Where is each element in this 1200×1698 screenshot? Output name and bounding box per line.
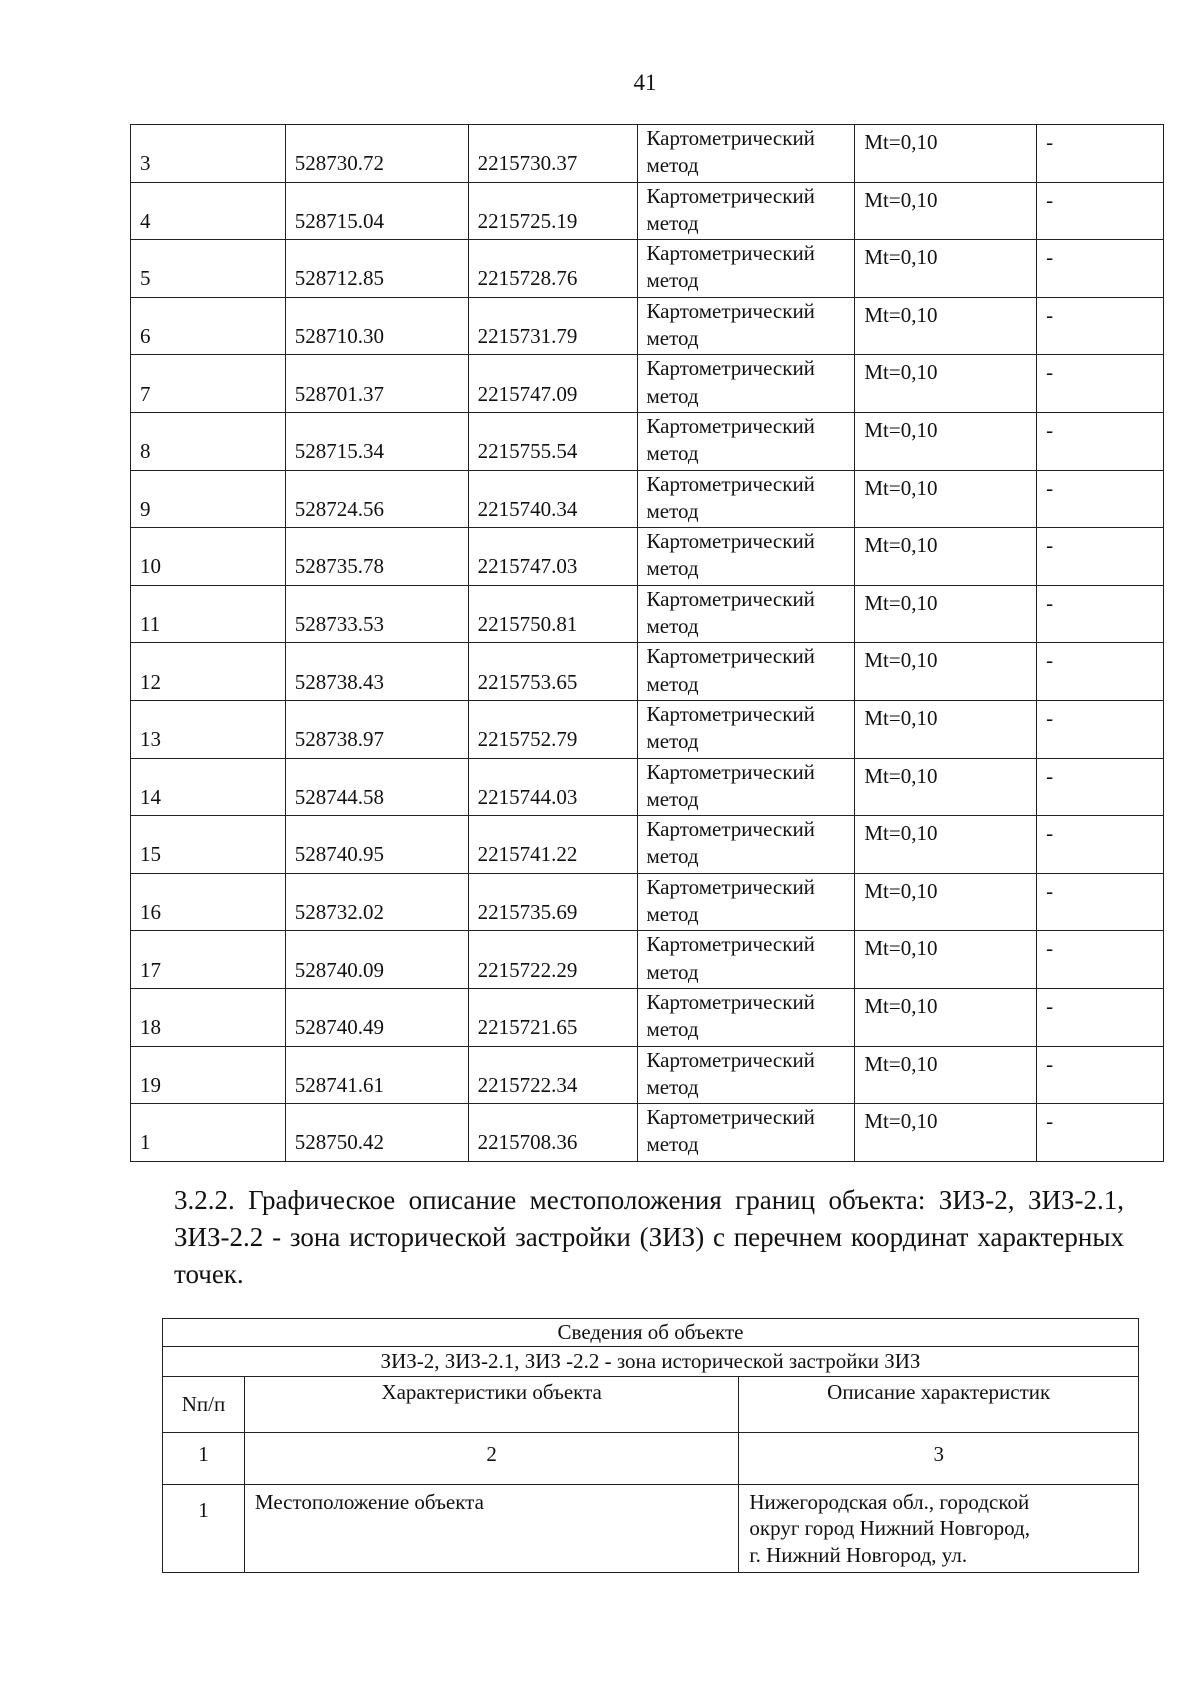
page-number: 41 bbox=[633, 70, 657, 95]
method-cell bbox=[638, 1104, 855, 1162]
table-row bbox=[131, 240, 1164, 298]
method-line: Картометрический bbox=[646, 586, 815, 611]
y-coordinate-cell: 2215722.34 bbox=[468, 1046, 638, 1104]
info-subtitle: ЗИЗ-2, ЗИЗ-2.1, ЗИЗ -2.2 - зона исторической застройки ЗИЗ bbox=[163, 1347, 1139, 1377]
method-line: метод bbox=[646, 383, 699, 408]
method-line: Картометрический bbox=[646, 932, 815, 957]
method-cell bbox=[638, 297, 855, 355]
method-line: метод bbox=[646, 153, 699, 178]
point-number-cell: 1 bbox=[131, 1104, 286, 1162]
x-coordinate-cell: 528740.95 bbox=[285, 816, 468, 874]
x-coordinate-cell: 528738.97 bbox=[285, 700, 468, 758]
method-cell bbox=[638, 528, 855, 586]
x-coordinate-cell: 528740.09 bbox=[285, 931, 468, 989]
accuracy-cell: Mt=0,10 bbox=[855, 1046, 1037, 1104]
method-line: Картометрический bbox=[646, 126, 815, 150]
method-cell bbox=[638, 700, 855, 758]
method-cell bbox=[638, 470, 855, 528]
note-cell: - bbox=[1037, 528, 1164, 586]
method-line: Картометрический bbox=[646, 241, 815, 266]
accuracy-cell: Mt=0,10 bbox=[855, 125, 1037, 183]
method-line: метод bbox=[646, 556, 699, 581]
point-number-cell: 12 bbox=[131, 643, 286, 701]
x-coordinate-cell: 528732.02 bbox=[285, 873, 468, 931]
y-coordinate-cell: 2215730.37 bbox=[468, 125, 638, 183]
note-cell: - bbox=[1037, 643, 1164, 701]
point-number-cell: 5 bbox=[131, 240, 286, 298]
accuracy-cell: Mt=0,10 bbox=[855, 182, 1037, 240]
point-number-cell: 13 bbox=[131, 700, 286, 758]
point-number-cell: 9 bbox=[131, 470, 286, 528]
point-number-cell: 11 bbox=[131, 585, 286, 643]
x-coordinate-cell: 528715.34 bbox=[285, 412, 468, 470]
accuracy-cell: Mt=0,10 bbox=[855, 240, 1037, 298]
table-row bbox=[131, 182, 1164, 240]
method-line: метод bbox=[646, 614, 699, 639]
accuracy-cell: Mt=0,10 bbox=[855, 585, 1037, 643]
y-coordinate-cell: 2215735.69 bbox=[468, 873, 638, 931]
method-line: Картометрический bbox=[646, 183, 815, 208]
column-number-1: 1 bbox=[163, 1433, 245, 1485]
method-line: Картометрический bbox=[646, 701, 815, 726]
y-coordinate-cell: 2215708.36 bbox=[468, 1104, 638, 1162]
column-header-description: Описание характеристик bbox=[739, 1377, 1139, 1433]
y-coordinate-cell: 2215752.79 bbox=[468, 700, 638, 758]
table-row bbox=[131, 816, 1164, 874]
accuracy-cell: Mt=0,10 bbox=[855, 816, 1037, 874]
table-row bbox=[131, 297, 1164, 355]
row-number: 1 bbox=[163, 1485, 245, 1573]
column-header-characteristics: Характеристики объекта bbox=[244, 1377, 738, 1433]
method-cell bbox=[638, 758, 855, 816]
row-description bbox=[739, 1485, 1139, 1573]
method-line: метод bbox=[646, 671, 699, 696]
accuracy-cell: Mt=0,10 bbox=[855, 988, 1037, 1046]
x-coordinate-cell: 528744.58 bbox=[285, 758, 468, 816]
method-cell bbox=[638, 355, 855, 413]
note-cell: - bbox=[1037, 182, 1164, 240]
row-description-line: округ город Нижний Новгород, bbox=[749, 1516, 1030, 1541]
table-row bbox=[131, 585, 1164, 643]
point-number-cell: 14 bbox=[131, 758, 286, 816]
point-number-cell: 3 bbox=[131, 125, 286, 183]
note-cell: - bbox=[1037, 470, 1164, 528]
accuracy-cell: Mt=0,10 bbox=[855, 1104, 1037, 1162]
info-column-number-row bbox=[163, 1433, 1139, 1485]
table-row bbox=[131, 125, 1164, 183]
method-line: метод bbox=[646, 1074, 699, 1099]
x-coordinate-cell: 528715.04 bbox=[285, 182, 468, 240]
method-cell bbox=[638, 125, 855, 183]
method-line: метод bbox=[646, 1132, 699, 1157]
note-cell: - bbox=[1037, 816, 1164, 874]
note-cell: - bbox=[1037, 1104, 1164, 1162]
method-line: Картометрический bbox=[646, 1105, 815, 1130]
table-row bbox=[131, 700, 1164, 758]
x-coordinate-cell: 528710.30 bbox=[285, 297, 468, 355]
table-row bbox=[131, 528, 1164, 586]
method-line: метод bbox=[646, 959, 699, 984]
accuracy-cell: Mt=0,10 bbox=[855, 758, 1037, 816]
coordinates-table-body bbox=[131, 125, 1164, 1162]
table-row bbox=[131, 355, 1164, 413]
method-line: метод bbox=[646, 326, 699, 351]
note-cell: - bbox=[1037, 355, 1164, 413]
method-line: метод bbox=[646, 729, 699, 754]
method-line: метод bbox=[646, 441, 699, 466]
method-cell bbox=[638, 240, 855, 298]
method-line: метод bbox=[646, 1017, 699, 1042]
point-number-cell: 7 bbox=[131, 355, 286, 413]
method-cell bbox=[638, 988, 855, 1046]
info-data-row bbox=[163, 1485, 1139, 1573]
table-row bbox=[131, 1046, 1164, 1104]
table-row bbox=[131, 873, 1164, 931]
accuracy-cell: Mt=0,10 bbox=[855, 931, 1037, 989]
table-row bbox=[131, 931, 1164, 989]
y-coordinate-cell: 2215747.09 bbox=[468, 355, 638, 413]
point-number-cell: 19 bbox=[131, 1046, 286, 1104]
x-coordinate-cell: 528730.72 bbox=[285, 125, 468, 183]
point-number-cell: 10 bbox=[131, 528, 286, 586]
y-coordinate-cell: 2215755.54 bbox=[468, 412, 638, 470]
table-row bbox=[131, 412, 1164, 470]
x-coordinate-cell: 528733.53 bbox=[285, 585, 468, 643]
method-line: метод bbox=[646, 268, 699, 293]
x-coordinate-cell: 528738.43 bbox=[285, 643, 468, 701]
method-line: метод bbox=[646, 844, 699, 869]
table-row bbox=[131, 1104, 1164, 1162]
method-cell bbox=[638, 412, 855, 470]
column-number-3: 3 bbox=[739, 1433, 1139, 1485]
note-cell: - bbox=[1037, 125, 1164, 183]
method-line: Картометрический bbox=[646, 1047, 815, 1072]
method-line: метод bbox=[646, 786, 699, 811]
point-number-cell: 18 bbox=[131, 988, 286, 1046]
method-line: метод bbox=[646, 902, 699, 927]
note-cell: - bbox=[1037, 873, 1164, 931]
table-row bbox=[131, 758, 1164, 816]
method-line: метод bbox=[646, 498, 699, 523]
method-line: Картометрический bbox=[646, 298, 815, 323]
column-number-2: 2 bbox=[244, 1433, 738, 1485]
accuracy-cell: Mt=0,10 bbox=[855, 873, 1037, 931]
method-cell bbox=[638, 1046, 855, 1104]
method-line: Картометрический bbox=[646, 413, 815, 438]
method-line: Картометрический bbox=[646, 759, 815, 784]
y-coordinate-cell: 2215750.81 bbox=[468, 585, 638, 643]
info-title-row bbox=[163, 1319, 1139, 1347]
y-coordinate-cell: 2215741.22 bbox=[468, 816, 638, 874]
method-line: Картометрический bbox=[646, 471, 815, 496]
method-cell bbox=[638, 816, 855, 874]
method-cell bbox=[638, 873, 855, 931]
method-line: метод bbox=[646, 210, 699, 235]
y-coordinate-cell: 2215721.65 bbox=[468, 988, 638, 1046]
note-cell: - bbox=[1037, 931, 1164, 989]
accuracy-cell: Mt=0,10 bbox=[855, 355, 1037, 413]
y-coordinate-cell: 2215725.19 bbox=[468, 182, 638, 240]
accuracy-cell: Mt=0,10 bbox=[855, 700, 1037, 758]
coordinates-table bbox=[130, 124, 1164, 1162]
row-description-line: г. Нижний Новгород, ул. bbox=[749, 1542, 968, 1567]
object-info-table bbox=[162, 1318, 1139, 1573]
x-coordinate-cell: 528712.85 bbox=[285, 240, 468, 298]
note-cell: - bbox=[1037, 1046, 1164, 1104]
y-coordinate-cell: 2215740.34 bbox=[468, 470, 638, 528]
method-cell bbox=[638, 585, 855, 643]
accuracy-cell: Mt=0,10 bbox=[855, 643, 1037, 701]
y-coordinate-cell: 2215722.29 bbox=[468, 931, 638, 989]
x-coordinate-cell: 528750.42 bbox=[285, 1104, 468, 1162]
accuracy-cell: Mt=0,10 bbox=[855, 412, 1037, 470]
column-header-number: Nп/п bbox=[163, 1377, 245, 1433]
method-line: Картометрический bbox=[646, 356, 815, 381]
method-line: Картометрический bbox=[646, 529, 815, 554]
point-number-cell: 17 bbox=[131, 931, 286, 989]
method-line: Картометрический bbox=[646, 874, 815, 899]
method-line: Картометрический bbox=[646, 644, 815, 669]
method-cell bbox=[638, 643, 855, 701]
point-number-cell: 16 bbox=[131, 873, 286, 931]
info-title: Сведения об объекте bbox=[163, 1319, 1139, 1347]
note-cell: - bbox=[1037, 700, 1164, 758]
info-column-header-row bbox=[163, 1377, 1139, 1433]
y-coordinate-cell: 2215728.76 bbox=[468, 240, 638, 298]
y-coordinate-cell: 2215753.65 bbox=[468, 643, 638, 701]
x-coordinate-cell: 528735.78 bbox=[285, 528, 468, 586]
point-number-cell: 6 bbox=[131, 297, 286, 355]
table-row bbox=[131, 470, 1164, 528]
table-row bbox=[131, 643, 1164, 701]
row-description-line: Нижегородская обл., городской bbox=[749, 1490, 1030, 1514]
row-characteristic: Местоположение объекта bbox=[244, 1485, 738, 1573]
x-coordinate-cell: 528740.49 bbox=[285, 988, 468, 1046]
note-cell: - bbox=[1037, 758, 1164, 816]
note-cell: - bbox=[1037, 240, 1164, 298]
x-coordinate-cell: 528724.56 bbox=[285, 470, 468, 528]
accuracy-cell: Mt=0,10 bbox=[855, 528, 1037, 586]
note-cell: - bbox=[1037, 297, 1164, 355]
point-number-cell: 15 bbox=[131, 816, 286, 874]
point-number-cell: 4 bbox=[131, 182, 286, 240]
accuracy-cell: Mt=0,10 bbox=[855, 470, 1037, 528]
x-coordinate-cell: 528741.61 bbox=[285, 1046, 468, 1104]
note-cell: - bbox=[1037, 988, 1164, 1046]
y-coordinate-cell: 2215731.79 bbox=[468, 297, 638, 355]
note-cell: - bbox=[1037, 412, 1164, 470]
accuracy-cell: Mt=0,10 bbox=[855, 297, 1037, 355]
table-row bbox=[131, 988, 1164, 1046]
method-line: Картометрический bbox=[646, 989, 815, 1014]
x-coordinate-cell: 528701.37 bbox=[285, 355, 468, 413]
point-number-cell: 8 bbox=[131, 412, 286, 470]
note-cell: - bbox=[1037, 585, 1164, 643]
info-subtitle-row bbox=[163, 1347, 1139, 1377]
method-cell bbox=[638, 931, 855, 989]
y-coordinate-cell: 2215747.03 bbox=[468, 528, 638, 586]
y-coordinate-cell: 2215744.03 bbox=[468, 758, 638, 816]
method-line: Картометрический bbox=[646, 817, 815, 842]
method-cell bbox=[638, 182, 855, 240]
section-heading-paragraph: 3.2.2. Графическое описание местоположения границ объекта: ЗИЗ-2, ЗИЗ-2.1, ЗИЗ-2.2 - зона исторической застройки (ЗИЗ) с перечнем координат характерных точек. bbox=[174, 1185, 1124, 1289]
